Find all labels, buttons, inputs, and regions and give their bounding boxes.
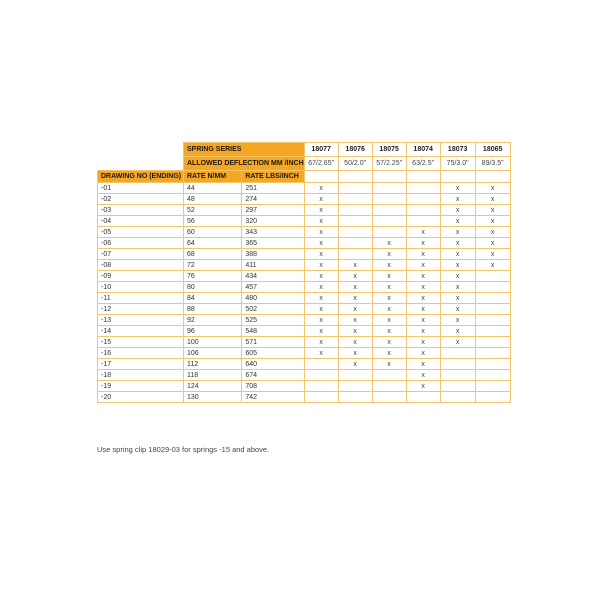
drawing-no-cell: -07: [98, 249, 184, 260]
rate-lbs-cell: 525: [242, 315, 304, 326]
series-mark-cell: x: [338, 337, 372, 348]
table-row: [98, 293, 511, 304]
series-mark-cell: [475, 282, 510, 293]
drawing-no-cell: -14: [98, 326, 184, 337]
series-mark-cell: x: [304, 326, 338, 337]
series-mark-cell: [475, 370, 510, 381]
series-mark-cell: x: [440, 337, 475, 348]
table-row: [98, 216, 511, 227]
series-mark-cell: [304, 359, 338, 370]
series-mark-cell: x: [440, 238, 475, 249]
table-row: [98, 183, 511, 194]
series-mark-cell: [475, 304, 510, 315]
table-row: [98, 348, 511, 359]
series-mark-cell: x: [304, 304, 338, 315]
rate-lbs-cell: 480: [242, 293, 304, 304]
series-mark-cell: x: [475, 205, 510, 216]
series-code: 18077: [304, 143, 338, 157]
series-mark-cell: [338, 205, 372, 216]
series-mark-cell: x: [304, 315, 338, 326]
series-mark-cell: [475, 359, 510, 370]
table-row: [98, 337, 511, 348]
deflection-value: 50/2.0": [338, 157, 372, 171]
rate-lbs-cell: 457: [242, 282, 304, 293]
rate-lbs-cell: 742: [242, 392, 304, 403]
table-row: [98, 282, 511, 293]
table-row: [98, 392, 511, 403]
table-row: [98, 315, 511, 326]
series-mark-cell: x: [372, 326, 406, 337]
rate-nmm-header: RATE N/MM: [184, 171, 242, 183]
rate-lbs-cell: 388: [242, 249, 304, 260]
spring-series-row: [98, 143, 511, 157]
series-mark-cell: [406, 392, 440, 403]
table-row: [98, 359, 511, 370]
series-mark-cell: x: [338, 271, 372, 282]
table-row: [98, 260, 511, 271]
spring-spec-table: [97, 142, 511, 403]
series-mark-cell: x: [372, 249, 406, 260]
table-row: [98, 238, 511, 249]
series-mark-cell: x: [372, 304, 406, 315]
series-code: 18076: [338, 143, 372, 157]
series-mark-cell: x: [304, 282, 338, 293]
rate-nmm-cell: 124: [184, 381, 242, 392]
series-mark-cell: x: [304, 194, 338, 205]
rate-nmm-cell: 100: [184, 337, 242, 348]
series-mark-cell: x: [406, 238, 440, 249]
drawing-no-cell: -19: [98, 381, 184, 392]
rate-nmm-cell: 112: [184, 359, 242, 370]
series-mark-cell: [338, 381, 372, 392]
rate-lbs-cell: 571: [242, 337, 304, 348]
rate-nmm-cell: 44: [184, 183, 242, 194]
series-mark-cell: [406, 216, 440, 227]
rate-lbs-cell: 343: [242, 227, 304, 238]
series-mark-cell: [304, 370, 338, 381]
series-mark-cell: x: [475, 216, 510, 227]
series-mark-cell: x: [440, 194, 475, 205]
series-mark-cell: [372, 183, 406, 194]
series-mark-cell: [440, 392, 475, 403]
rate-nmm-cell: 96: [184, 326, 242, 337]
series-mark-cell: x: [475, 238, 510, 249]
series-mark-cell: x: [406, 348, 440, 359]
series-mark-cell: [475, 348, 510, 359]
series-mark-cell: x: [304, 260, 338, 271]
allowed-deflection-label: ALLOWED DEFLECTION MM /INCH: [184, 157, 305, 171]
series-mark-cell: x: [338, 282, 372, 293]
series-mark-cell: [475, 271, 510, 282]
series-mark-cell: x: [440, 315, 475, 326]
series-mark-cell: x: [406, 271, 440, 282]
drawing-no-cell: -11: [98, 293, 184, 304]
series-mark-cell: x: [372, 260, 406, 271]
rate-nmm-cell: 88: [184, 304, 242, 315]
series-mark-cell: x: [440, 282, 475, 293]
drawing-no-cell: -15: [98, 337, 184, 348]
rate-lbs-cell: 605: [242, 348, 304, 359]
drawing-no-cell: -02: [98, 194, 184, 205]
drawing-no-cell: -18: [98, 370, 184, 381]
series-mark-cell: [338, 249, 372, 260]
drawing-no-cell: -12: [98, 304, 184, 315]
deflection-value: 67/2.65": [304, 157, 338, 171]
drawing-no-cell: -04: [98, 216, 184, 227]
table-row: [98, 381, 511, 392]
rate-nmm-cell: 68: [184, 249, 242, 260]
rate-nmm-cell: 64: [184, 238, 242, 249]
rate-nmm-cell: 52: [184, 205, 242, 216]
series-mark-cell: [440, 370, 475, 381]
series-mark-cell: x: [440, 227, 475, 238]
series-mark-cell: [440, 348, 475, 359]
series-mark-cell: [440, 359, 475, 370]
series-mark-cell: x: [304, 249, 338, 260]
series-mark-cell: x: [440, 304, 475, 315]
deflection-value: 89/3.5": [475, 157, 510, 171]
series-mark-cell: x: [475, 260, 510, 271]
series-code: 18074: [406, 143, 440, 157]
rate-lbs-cell: 365: [242, 238, 304, 249]
deflection-row: [98, 157, 511, 171]
deflection-value: 63/2.5": [406, 157, 440, 171]
rate-nmm-cell: 80: [184, 282, 242, 293]
series-mark-cell: [475, 326, 510, 337]
series-mark-cell: x: [338, 304, 372, 315]
series-mark-cell: x: [406, 337, 440, 348]
rate-nmm-cell: 106: [184, 348, 242, 359]
series-mark-cell: x: [440, 205, 475, 216]
rate-lbs-cell: 411: [242, 260, 304, 271]
rate-nmm-cell: 92: [184, 315, 242, 326]
table-row: [98, 205, 511, 216]
series-mark-cell: x: [372, 293, 406, 304]
series-mark-cell: x: [440, 249, 475, 260]
series-mark-cell: x: [338, 315, 372, 326]
drawing-no-cell: -05: [98, 227, 184, 238]
series-mark-cell: x: [406, 249, 440, 260]
series-mark-cell: [338, 227, 372, 238]
series-mark-cell: x: [304, 216, 338, 227]
rate-nmm-cell: 76: [184, 271, 242, 282]
series-mark-cell: x: [304, 348, 338, 359]
rate-lbs-cell: 502: [242, 304, 304, 315]
series-mark-cell: x: [372, 282, 406, 293]
series-code: 18065: [475, 143, 510, 157]
series-mark-cell: x: [406, 260, 440, 271]
table-row: [98, 304, 511, 315]
series-mark-cell: x: [304, 293, 338, 304]
series-mark-cell: x: [406, 326, 440, 337]
rate-nmm-cell: 72: [184, 260, 242, 271]
series-mark-cell: [475, 315, 510, 326]
series-mark-cell: [372, 227, 406, 238]
table-row: [98, 271, 511, 282]
series-mark-cell: x: [304, 227, 338, 238]
series-mark-cell: x: [406, 381, 440, 392]
series-mark-cell: [475, 293, 510, 304]
series-mark-cell: x: [304, 238, 338, 249]
series-mark-cell: [372, 205, 406, 216]
rate-lbs-cell: 274: [242, 194, 304, 205]
series-mark-cell: x: [406, 227, 440, 238]
series-mark-cell: [338, 238, 372, 249]
series-mark-cell: x: [406, 370, 440, 381]
drawing-no-header: DRAWING NO (ENDING): [98, 171, 184, 183]
rate-nmm-cell: 60: [184, 227, 242, 238]
series-mark-cell: x: [304, 183, 338, 194]
drawing-no-cell: -20: [98, 392, 184, 403]
series-mark-cell: [475, 337, 510, 348]
table-row: [98, 194, 511, 205]
series-code: 18073: [440, 143, 475, 157]
rate-lbs-cell: 434: [242, 271, 304, 282]
series-mark-cell: [338, 392, 372, 403]
series-mark-cell: x: [338, 293, 372, 304]
rate-lbs-cell: 320: [242, 216, 304, 227]
series-mark-cell: x: [406, 359, 440, 370]
rate-nmm-cell: 48: [184, 194, 242, 205]
series-mark-cell: [338, 216, 372, 227]
footnote: Use spring clip 18029-03 for springs -15 and above.: [97, 445, 270, 454]
rate-lbs-cell: 708: [242, 381, 304, 392]
rate-lbs-cell: 640: [242, 359, 304, 370]
series-code: 18075: [372, 143, 406, 157]
series-mark-cell: x: [304, 271, 338, 282]
drawing-no-cell: -08: [98, 260, 184, 271]
drawing-no-cell: -17: [98, 359, 184, 370]
series-mark-cell: [440, 381, 475, 392]
series-mark-cell: x: [440, 260, 475, 271]
series-mark-cell: [372, 392, 406, 403]
deflection-value: 57/2.25": [372, 157, 406, 171]
series-mark-cell: x: [406, 315, 440, 326]
series-mark-cell: x: [304, 205, 338, 216]
series-mark-cell: x: [440, 183, 475, 194]
series-mark-cell: x: [372, 271, 406, 282]
series-mark-cell: [338, 370, 372, 381]
drawing-no-cell: -10: [98, 282, 184, 293]
rate-lbs-cell: 251: [242, 183, 304, 194]
rate-nmm-cell: 130: [184, 392, 242, 403]
series-mark-cell: [338, 183, 372, 194]
series-mark-cell: x: [475, 249, 510, 260]
column-header-row: [98, 171, 511, 183]
series-mark-cell: [372, 216, 406, 227]
series-mark-cell: x: [406, 282, 440, 293]
drawing-no-cell: -16: [98, 348, 184, 359]
rate-lbs-cell: 548: [242, 326, 304, 337]
series-mark-cell: x: [338, 348, 372, 359]
series-mark-cell: x: [475, 227, 510, 238]
series-mark-cell: x: [372, 359, 406, 370]
series-mark-cell: x: [475, 183, 510, 194]
series-mark-cell: [406, 183, 440, 194]
rate-nmm-cell: 56: [184, 216, 242, 227]
series-mark-cell: x: [440, 271, 475, 282]
series-mark-cell: x: [338, 260, 372, 271]
series-mark-cell: x: [338, 326, 372, 337]
series-mark-cell: x: [406, 304, 440, 315]
rate-nmm-cell: 84: [184, 293, 242, 304]
rate-lbs-cell: 674: [242, 370, 304, 381]
series-mark-cell: x: [406, 293, 440, 304]
series-mark-cell: x: [475, 194, 510, 205]
table-row: [98, 227, 511, 238]
series-mark-cell: [475, 381, 510, 392]
series-mark-cell: [304, 381, 338, 392]
table-row: [98, 326, 511, 337]
drawing-no-cell: -01: [98, 183, 184, 194]
drawing-no-cell: -06: [98, 238, 184, 249]
drawing-no-cell: -09: [98, 271, 184, 282]
rate-lbs-cell: 297: [242, 205, 304, 216]
series-mark-cell: [372, 370, 406, 381]
series-mark-cell: [372, 194, 406, 205]
series-mark-cell: [338, 194, 372, 205]
series-mark-cell: x: [372, 337, 406, 348]
deflection-value: 75/3.0": [440, 157, 475, 171]
series-mark-cell: x: [372, 238, 406, 249]
series-mark-cell: x: [440, 216, 475, 227]
drawing-no-cell: -13: [98, 315, 184, 326]
series-mark-cell: x: [440, 293, 475, 304]
rate-lbs-header: RATE LBS/INCH: [242, 171, 304, 183]
series-mark-cell: x: [372, 315, 406, 326]
series-mark-cell: [372, 381, 406, 392]
series-mark-cell: x: [338, 359, 372, 370]
series-mark-cell: [406, 205, 440, 216]
series-mark-cell: x: [372, 348, 406, 359]
series-mark-cell: [475, 392, 510, 403]
series-mark-cell: x: [304, 337, 338, 348]
series-mark-cell: x: [440, 326, 475, 337]
series-mark-cell: [304, 392, 338, 403]
rate-nmm-cell: 118: [184, 370, 242, 381]
table-row: [98, 370, 511, 381]
table-row: [98, 249, 511, 260]
spring-series-label: SPRING SERIES: [184, 143, 305, 157]
series-mark-cell: [406, 194, 440, 205]
drawing-no-cell: -03: [98, 205, 184, 216]
